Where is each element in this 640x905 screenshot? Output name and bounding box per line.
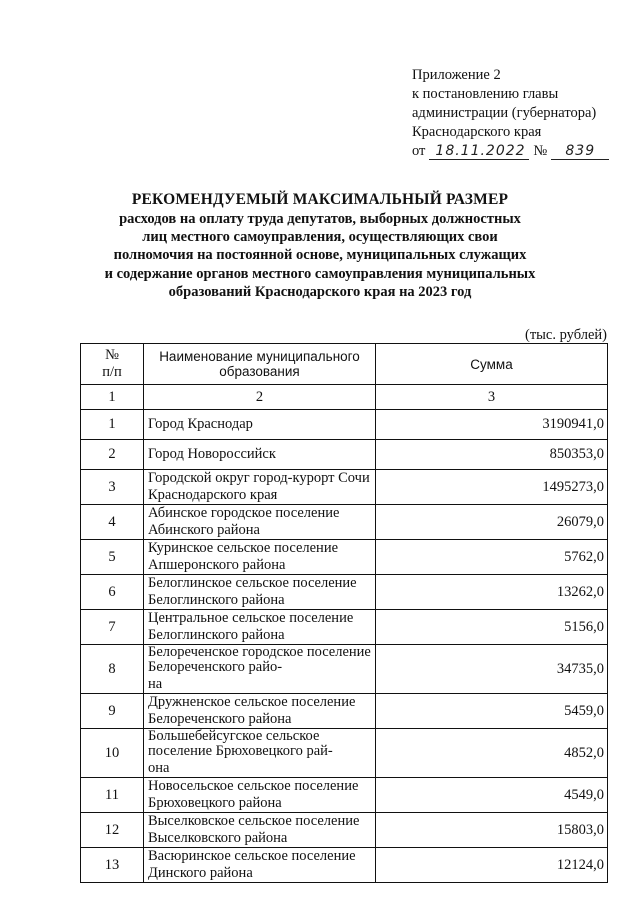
row-number: 4	[81, 505, 144, 540]
row-number: 9	[81, 694, 144, 729]
appendix-block	[412, 66, 632, 161]
row-number: 10	[81, 729, 144, 778]
row-sum: 1495273,0	[376, 470, 608, 505]
row-name	[144, 645, 376, 694]
row-number: 1	[81, 410, 144, 440]
row-sum: 34735,0	[376, 645, 608, 694]
row-number: 7	[81, 610, 144, 645]
title-line: расходов на оплату труда депутатов, выборных должностных	[119, 211, 521, 227]
row-name	[144, 729, 376, 778]
row-name: Куринское сельское поселение Апшеронского района	[144, 540, 376, 575]
row-name-line: Белореченское городское поселение Белореченского райо-	[148, 644, 371, 675]
row-sum: 15803,0	[376, 813, 608, 848]
row-sum: 850353,0	[376, 440, 608, 470]
row-sum: 5762,0	[376, 540, 608, 575]
row-number: 2	[81, 440, 144, 470]
row-sum: 5459,0	[376, 694, 608, 729]
row-name: Выселковское сельское поселение Выселковского района	[144, 813, 376, 848]
table-row	[81, 540, 608, 575]
title-line: и содержание органов местного самоуправления муниципальных	[104, 265, 536, 282]
column-index: 1	[81, 385, 144, 410]
header-name: Наименование муниципального образования	[144, 344, 376, 385]
table-row	[81, 778, 608, 813]
row-name: Абинское городское поселение Абинского района	[144, 505, 376, 540]
title-line: полномочия на постоянной основе, муниципальных служащих	[113, 247, 527, 264]
row-name-line: она	[148, 760, 170, 776]
table-row	[81, 694, 608, 729]
row-name-line: на	[148, 676, 163, 692]
table-row	[81, 470, 608, 505]
title-line: лиц местного самоуправления, осуществляющих свои	[142, 229, 498, 246]
appendix-line: Краснодарского края	[412, 124, 542, 140]
row-name: Дружненское сельское поселение Белореченского района	[144, 694, 376, 729]
table-header-row	[81, 344, 608, 385]
from-label: от	[412, 143, 426, 159]
table-row	[81, 575, 608, 610]
decree-reference-line	[412, 142, 632, 161]
row-name: Белоглинское сельское поселение Белоглинского района	[144, 575, 376, 610]
row-number: 12	[81, 813, 144, 848]
column-index: 3	[376, 385, 608, 410]
row-name: Новосельское сельское поселение Брюховецкого района	[144, 778, 376, 813]
row-sum: 13262,0	[376, 575, 608, 610]
number-label: №	[533, 143, 548, 159]
row-sum: 26079,0	[376, 505, 608, 540]
row-name: Городской округ город-курорт Сочи Краснодарского края	[144, 470, 376, 505]
document-title	[100, 190, 540, 301]
row-name-line: Большебейсугское сельское поселение Брюховецкого рай-	[148, 728, 333, 759]
header-number-line: №	[105, 347, 119, 363]
table-row	[81, 848, 608, 883]
row-number: 11	[81, 778, 144, 813]
row-name: Васюринское сельское поселение Динского района	[144, 848, 376, 883]
title-main: РЕКОМЕНДУЕМЫЙ МАКСИМАЛЬНЫЙ РАЗМЕР	[131, 191, 509, 208]
row-sum: 12124,0	[376, 848, 608, 883]
header-number-line: п/п	[102, 364, 122, 380]
table-row	[81, 410, 608, 440]
appendix-line: администрации (губернатора)	[412, 105, 597, 121]
handwritten-date: 18.11.2022	[429, 143, 529, 160]
table-row	[81, 645, 608, 694]
handwritten-number: 839	[551, 143, 609, 160]
row-sum: 3190941,0	[376, 410, 608, 440]
row-name: Центральное сельское поселение Белоглинского района	[144, 610, 376, 645]
table-row	[81, 610, 608, 645]
title-line: образований Краснодарского края на 2023 год	[168, 283, 472, 300]
row-number: 13	[81, 848, 144, 883]
row-number: 6	[81, 575, 144, 610]
table-row	[81, 813, 608, 848]
header-sum: Сумма	[376, 344, 608, 385]
row-name: Город Новороссийск	[144, 440, 376, 470]
column-index-row	[81, 385, 608, 410]
row-sum: 5156,0	[376, 610, 608, 645]
appendix-line: к постановлению главы	[412, 86, 559, 102]
budget-table	[80, 343, 608, 883]
header-number	[81, 344, 144, 385]
table-row	[81, 440, 608, 470]
row-sum: 4549,0	[376, 778, 608, 813]
units-label: (тыс. рублей)	[525, 327, 607, 343]
row-name: Город Краснодар	[144, 410, 376, 440]
row-sum: 4852,0	[376, 729, 608, 778]
table-row	[81, 505, 608, 540]
table-row	[81, 729, 608, 778]
row-number: 8	[81, 645, 144, 694]
row-number: 3	[81, 470, 144, 505]
appendix-line: Приложение 2	[412, 67, 501, 83]
row-number: 5	[81, 540, 144, 575]
column-index: 2	[144, 385, 376, 410]
